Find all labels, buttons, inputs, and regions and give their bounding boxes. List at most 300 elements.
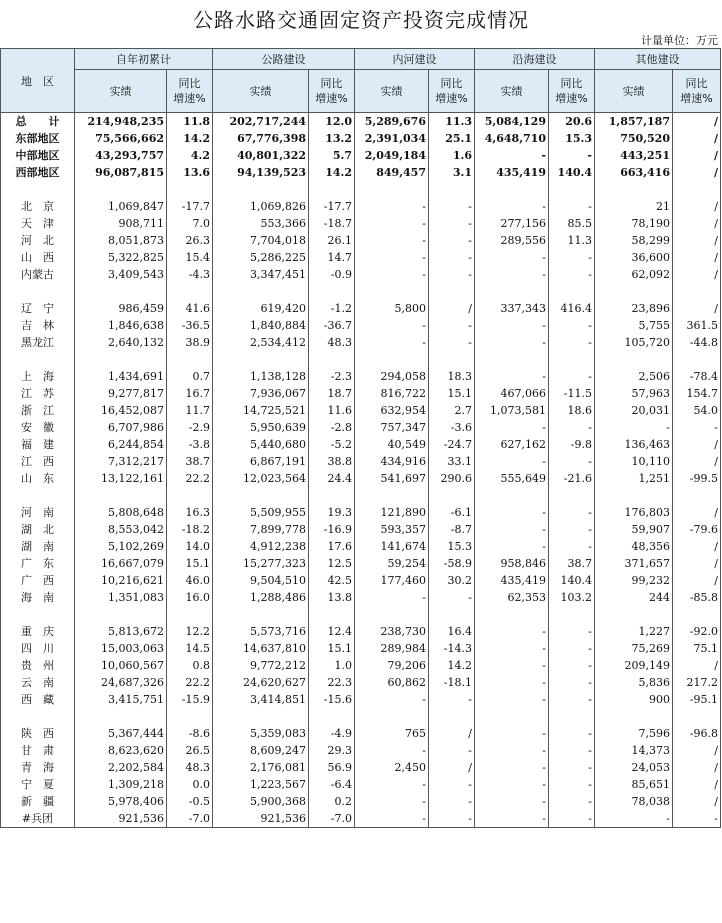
actual-value: 10,216,621 xyxy=(75,572,167,589)
growth-value: - xyxy=(549,742,595,759)
region-name: 广 西 xyxy=(1,572,75,589)
growth-value: -8.6 xyxy=(167,725,213,742)
growth-value: 12.2 xyxy=(167,623,213,640)
actual-value: 1,434,691 xyxy=(75,368,167,385)
growth-value: - xyxy=(549,623,595,640)
actual-value: 2,534,412 xyxy=(213,334,309,351)
actual-header: 实绩 xyxy=(355,70,429,113)
actual-value: 371,657 xyxy=(595,555,673,572)
region-name: 河 北 xyxy=(1,232,75,249)
growth-value: -4.9 xyxy=(309,725,355,742)
actual-value: 593,357 xyxy=(355,521,429,538)
actual-value: 7,704,018 xyxy=(213,232,309,249)
region-name: 新 疆 xyxy=(1,793,75,810)
region-name: 黑龙江 xyxy=(1,334,75,351)
actual-value: 9,277,817 xyxy=(75,385,167,402)
growth-value: 25.1 xyxy=(429,130,475,147)
group-header-other: 其他建设 xyxy=(595,49,721,70)
table-row xyxy=(1,147,721,164)
growth-value: 42.5 xyxy=(309,572,355,589)
growth-value: -78.4 xyxy=(673,368,721,385)
growth-value: / xyxy=(673,300,721,317)
actual-value: 289,556 xyxy=(475,232,549,249)
table-row xyxy=(1,674,721,691)
growth-value: 1.0 xyxy=(309,657,355,674)
growth-value: / xyxy=(673,657,721,674)
actual-value: 921,536 xyxy=(213,810,309,828)
growth-value: 26.1 xyxy=(309,232,355,249)
actual-value: 244 xyxy=(595,589,673,606)
actual-value: 2,450 xyxy=(355,759,429,776)
actual-value: - xyxy=(475,249,549,266)
growth-value: 38.8 xyxy=(309,453,355,470)
growth-value: / xyxy=(673,453,721,470)
growth-value: -8.7 xyxy=(429,521,475,538)
actual-value: 1,840,884 xyxy=(213,317,309,334)
actual-value: 5,289,676 xyxy=(355,113,429,131)
actual-value: - xyxy=(475,674,549,691)
actual-value: 7,596 xyxy=(595,725,673,742)
table-row xyxy=(1,232,721,249)
spacer-row xyxy=(1,606,721,623)
region-name: 广 东 xyxy=(1,555,75,572)
region-name: 天 津 xyxy=(1,215,75,232)
actual-value: 849,457 xyxy=(355,164,429,181)
actual-value: 435,419 xyxy=(475,164,549,181)
table-row xyxy=(1,266,721,283)
growth-value: / xyxy=(673,776,721,793)
actual-value: 443,251 xyxy=(595,147,673,164)
growth-value: 14.2 xyxy=(309,164,355,181)
actual-value: 5,800 xyxy=(355,300,429,317)
actual-value: 2,202,584 xyxy=(75,759,167,776)
table-row xyxy=(1,725,721,742)
growth-value: - xyxy=(429,334,475,351)
growth-value: 18.7 xyxy=(309,385,355,402)
growth-value: - xyxy=(429,776,475,793)
region-name: 贵 州 xyxy=(1,657,75,674)
growth-value: - xyxy=(549,453,595,470)
actual-value: - xyxy=(475,147,549,164)
actual-value: - xyxy=(475,810,549,828)
actual-value: 58,299 xyxy=(595,232,673,249)
growth-value: -3.6 xyxy=(429,419,475,436)
region-name: 内蒙古 xyxy=(1,266,75,283)
region-name: 江 西 xyxy=(1,453,75,470)
growth-value: 22.2 xyxy=(167,470,213,487)
actual-value: 6,707,986 xyxy=(75,419,167,436)
growth-value: - xyxy=(429,266,475,283)
actual-value: - xyxy=(475,691,549,708)
actual-value: 14,725,521 xyxy=(213,402,309,419)
actual-value: 10,110 xyxy=(595,453,673,470)
table-row xyxy=(1,589,721,606)
growth-value: 154.7 xyxy=(673,385,721,402)
growth-value: -3.8 xyxy=(167,436,213,453)
growth-value: 33.1 xyxy=(429,453,475,470)
actual-value: 921,536 xyxy=(75,810,167,828)
growth-value: - xyxy=(549,521,595,538)
actual-value: 1,227 xyxy=(595,623,673,640)
growth-value: 4.2 xyxy=(167,147,213,164)
table-row xyxy=(1,691,721,708)
table-row xyxy=(1,368,721,385)
actual-value: 13,122,161 xyxy=(75,470,167,487)
growth-value: - xyxy=(549,776,595,793)
actual-header: 实绩 xyxy=(213,70,309,113)
region-name: 浙 江 xyxy=(1,402,75,419)
report-title: 公路水路交通固定资产投资完成情况 xyxy=(193,8,529,32)
growth-value: -4.3 xyxy=(167,266,213,283)
growth-value: 14.2 xyxy=(429,657,475,674)
actual-value: 176,803 xyxy=(595,504,673,521)
actual-value: 555,649 xyxy=(475,470,549,487)
growth-value: -18.2 xyxy=(167,521,213,538)
growth-value: - xyxy=(549,810,595,828)
region-name: 河 南 xyxy=(1,504,75,521)
region-name: 东部地区 xyxy=(1,130,75,147)
growth-value: / xyxy=(673,164,721,181)
growth-value: -21.6 xyxy=(549,470,595,487)
growth-value: 14.0 xyxy=(167,538,213,555)
table-row xyxy=(1,776,721,793)
region-header: 地 区 xyxy=(1,49,75,113)
growth-value: -7.0 xyxy=(309,810,355,828)
actual-value: 5,978,406 xyxy=(75,793,167,810)
actual-value: - xyxy=(475,759,549,776)
actual-value: 289,984 xyxy=(355,640,429,657)
region-name: 吉 林 xyxy=(1,317,75,334)
table-row xyxy=(1,402,721,419)
actual-value: 816,722 xyxy=(355,385,429,402)
growth-value: - xyxy=(429,589,475,606)
growth-value: - xyxy=(549,334,595,351)
growth-value: - xyxy=(549,266,595,283)
actual-value: 663,416 xyxy=(595,164,673,181)
unit-label: 计量单位：万元 xyxy=(641,34,718,47)
actual-value: 85,651 xyxy=(595,776,673,793)
growth-value: 13.6 xyxy=(167,164,213,181)
growth-value: 140.4 xyxy=(549,164,595,181)
growth-value: -95.1 xyxy=(673,691,721,708)
growth-value: 14.7 xyxy=(309,249,355,266)
actual-header: 实绩 xyxy=(75,70,167,113)
growth-value: -99.5 xyxy=(673,470,721,487)
spacer-row xyxy=(1,181,721,198)
growth-value: 15.3 xyxy=(549,130,595,147)
actual-value: 294,058 xyxy=(355,368,429,385)
growth-value: 17.6 xyxy=(309,538,355,555)
growth-value: 75.1 xyxy=(673,640,721,657)
growth-value: - xyxy=(549,368,595,385)
actual-value: 24,053 xyxy=(595,759,673,776)
actual-value: - xyxy=(475,725,549,742)
growth-value: 16.3 xyxy=(167,504,213,521)
growth-value: -96.8 xyxy=(673,725,721,742)
actual-value: 1,857,187 xyxy=(595,113,673,131)
actual-value: 238,730 xyxy=(355,623,429,640)
actual-value: 57,963 xyxy=(595,385,673,402)
region-name: 福 建 xyxy=(1,436,75,453)
region-name: 辽 宁 xyxy=(1,300,75,317)
table-row xyxy=(1,640,721,657)
actual-value: 16,667,079 xyxy=(75,555,167,572)
growth-value: -16.9 xyxy=(309,521,355,538)
region-name: 陕 西 xyxy=(1,725,75,742)
actual-value: 2,640,132 xyxy=(75,334,167,351)
table-row xyxy=(1,810,721,828)
growth-value: 11.3 xyxy=(429,113,475,131)
actual-value: 5,573,716 xyxy=(213,623,309,640)
region-name: #兵团 xyxy=(1,810,75,828)
growth-value: 1.6 xyxy=(429,147,475,164)
actual-value: 2,176,081 xyxy=(213,759,309,776)
actual-value: - xyxy=(355,793,429,810)
actual-value: 12,023,564 xyxy=(213,470,309,487)
actual-value: - xyxy=(475,334,549,351)
growth-value: -92.0 xyxy=(673,623,721,640)
growth-value: 16.4 xyxy=(429,623,475,640)
actual-value: 2,049,184 xyxy=(355,147,429,164)
actual-value: 9,772,212 xyxy=(213,657,309,674)
growth-value: / xyxy=(673,538,721,555)
growth-value: - xyxy=(549,657,595,674)
growth-value: 16.7 xyxy=(167,385,213,402)
actual-value: 1,846,638 xyxy=(75,317,167,334)
actual-value: 1,069,826 xyxy=(213,198,309,215)
actual-value: 5,322,825 xyxy=(75,249,167,266)
actual-value: 209,149 xyxy=(595,657,673,674)
growth-value: 48.3 xyxy=(309,334,355,351)
region-name: 湖 南 xyxy=(1,538,75,555)
actual-value: 6,244,854 xyxy=(75,436,167,453)
growth-header: 同比 增速% xyxy=(429,70,475,113)
growth-value: - xyxy=(429,810,475,828)
region-name: 山 西 xyxy=(1,249,75,266)
actual-value: 67,776,398 xyxy=(213,130,309,147)
table-row xyxy=(1,113,721,131)
growth-value: -24.7 xyxy=(429,436,475,453)
actual-value: - xyxy=(355,266,429,283)
actual-value: - xyxy=(355,198,429,215)
growth-value: / xyxy=(673,249,721,266)
actual-value: 20,031 xyxy=(595,402,673,419)
growth-value: -36.5 xyxy=(167,317,213,334)
actual-value: - xyxy=(355,589,429,606)
growth-value: 48.3 xyxy=(167,759,213,776)
actual-value: 24,620,627 xyxy=(213,674,309,691)
region-name: 湖 北 xyxy=(1,521,75,538)
table-row xyxy=(1,555,721,572)
actual-value: 5,440,680 xyxy=(213,436,309,453)
actual-value: 337,343 xyxy=(475,300,549,317)
actual-value: 5,102,269 xyxy=(75,538,167,555)
table-row xyxy=(1,572,721,589)
actual-value: 958,846 xyxy=(475,555,549,572)
actual-value: 757,347 xyxy=(355,419,429,436)
growth-value: -11.5 xyxy=(549,385,595,402)
actual-value: 8,609,247 xyxy=(213,742,309,759)
actual-value: 14,637,810 xyxy=(213,640,309,657)
investment-table xyxy=(0,48,721,828)
actual-value: - xyxy=(355,317,429,334)
table-row xyxy=(1,538,721,555)
actual-value: 5,509,955 xyxy=(213,504,309,521)
region-name: 安 徽 xyxy=(1,419,75,436)
growth-value: - xyxy=(429,232,475,249)
growth-value: -2.3 xyxy=(309,368,355,385)
actual-value: 16,452,087 xyxy=(75,402,167,419)
growth-value: 18.3 xyxy=(429,368,475,385)
table-row xyxy=(1,793,721,810)
growth-value: -36.7 xyxy=(309,317,355,334)
growth-value: 11.6 xyxy=(309,402,355,419)
growth-value: / xyxy=(673,215,721,232)
actual-value: 5,367,444 xyxy=(75,725,167,742)
region-name: 海 南 xyxy=(1,589,75,606)
actual-value: 202,717,244 xyxy=(213,113,309,131)
table-row xyxy=(1,164,721,181)
growth-value: 0.7 xyxy=(167,368,213,385)
growth-value: / xyxy=(673,232,721,249)
actual-value: 900 xyxy=(595,691,673,708)
actual-value: 627,162 xyxy=(475,436,549,453)
growth-value: - xyxy=(429,691,475,708)
table-body xyxy=(1,113,721,828)
actual-value: - xyxy=(355,810,429,828)
growth-value: -14.3 xyxy=(429,640,475,657)
growth-value: -85.8 xyxy=(673,589,721,606)
table-row xyxy=(1,657,721,674)
growth-value: 140.4 xyxy=(549,572,595,589)
actual-value: 121,890 xyxy=(355,504,429,521)
growth-value: - xyxy=(673,419,721,436)
actual-value: 3,409,543 xyxy=(75,266,167,283)
actual-value: - xyxy=(355,742,429,759)
growth-value: - xyxy=(429,793,475,810)
actual-value: 908,711 xyxy=(75,215,167,232)
table-row xyxy=(1,215,721,232)
table-row xyxy=(1,317,721,334)
actual-value: 36,600 xyxy=(595,249,673,266)
group-header-cumulative: 自年初累计 xyxy=(75,49,213,70)
growth-value: - xyxy=(429,215,475,232)
growth-value: / xyxy=(673,436,721,453)
growth-value: - xyxy=(429,198,475,215)
actual-value: - xyxy=(355,691,429,708)
actual-value: 43,293,757 xyxy=(75,147,167,164)
growth-value: 38.7 xyxy=(167,453,213,470)
actual-value: - xyxy=(475,657,549,674)
actual-value: 105,720 xyxy=(595,334,673,351)
growth-value: - xyxy=(549,674,595,691)
growth-value: - xyxy=(549,640,595,657)
actual-value: 9,504,510 xyxy=(213,572,309,589)
spacer-row xyxy=(1,708,721,725)
actual-value: 277,156 xyxy=(475,215,549,232)
actual-value: 75,566,662 xyxy=(75,130,167,147)
growth-value: 12.4 xyxy=(309,623,355,640)
actual-value: 1,288,486 xyxy=(213,589,309,606)
growth-value: 15.1 xyxy=(167,555,213,572)
actual-value: - xyxy=(475,538,549,555)
actual-value: 21 xyxy=(595,198,673,215)
growth-value: 15.1 xyxy=(429,385,475,402)
table-row xyxy=(1,504,721,521)
actual-value: 986,459 xyxy=(75,300,167,317)
actual-value: 8,051,873 xyxy=(75,232,167,249)
group-header-highway: 公路建设 xyxy=(213,49,355,70)
actual-value: 541,697 xyxy=(355,470,429,487)
growth-value: 14.2 xyxy=(167,130,213,147)
actual-value: 10,060,567 xyxy=(75,657,167,674)
actual-value: 7,936,067 xyxy=(213,385,309,402)
actual-value: 553,366 xyxy=(213,215,309,232)
actual-value: 5,900,368 xyxy=(213,793,309,810)
actual-value: 24,687,326 xyxy=(75,674,167,691)
region-name: 四 川 xyxy=(1,640,75,657)
growth-value: - xyxy=(549,725,595,742)
actual-value: 5,755 xyxy=(595,317,673,334)
growth-value: -15.6 xyxy=(309,691,355,708)
growth-value: - xyxy=(673,810,721,828)
table-row xyxy=(1,759,721,776)
actual-value: 6,867,191 xyxy=(213,453,309,470)
growth-value: / xyxy=(673,113,721,131)
actual-value: 5,286,225 xyxy=(213,249,309,266)
growth-value: 26.3 xyxy=(167,232,213,249)
actual-value: - xyxy=(355,334,429,351)
actual-value: 5,808,648 xyxy=(75,504,167,521)
growth-value: - xyxy=(429,742,475,759)
actual-value: 7,312,217 xyxy=(75,453,167,470)
actual-value: 78,038 xyxy=(595,793,673,810)
actual-value: 48,356 xyxy=(595,538,673,555)
actual-value: 4,912,238 xyxy=(213,538,309,555)
region-name: 西 藏 xyxy=(1,691,75,708)
actual-value: 3,414,851 xyxy=(213,691,309,708)
growth-value: -15.9 xyxy=(167,691,213,708)
growth-value: 46.0 xyxy=(167,572,213,589)
growth-value: 7.0 xyxy=(167,215,213,232)
growth-value: 5.7 xyxy=(309,147,355,164)
growth-value: 290.6 xyxy=(429,470,475,487)
table-header xyxy=(1,49,721,113)
growth-value: 56.9 xyxy=(309,759,355,776)
region-name: 总 计 xyxy=(1,113,75,131)
region-name: 上 海 xyxy=(1,368,75,385)
actual-value: 1,309,218 xyxy=(75,776,167,793)
actual-value: 3,415,751 xyxy=(75,691,167,708)
actual-value: 59,907 xyxy=(595,521,673,538)
actual-value: 40,801,322 xyxy=(213,147,309,164)
actual-value: 62,092 xyxy=(595,266,673,283)
spacer-row xyxy=(1,487,721,504)
growth-value: 3.1 xyxy=(429,164,475,181)
actual-value: 435,419 xyxy=(475,572,549,589)
actual-value: 5,836 xyxy=(595,674,673,691)
growth-value: -9.8 xyxy=(549,436,595,453)
growth-value: 0.0 xyxy=(167,776,213,793)
table-row xyxy=(1,130,721,147)
actual-value: 632,954 xyxy=(355,402,429,419)
growth-value: 13.8 xyxy=(309,589,355,606)
actual-value: - xyxy=(475,368,549,385)
actual-value: 4,648,710 xyxy=(475,130,549,147)
actual-value: 141,674 xyxy=(355,538,429,555)
growth-value: 26.5 xyxy=(167,742,213,759)
growth-value: - xyxy=(549,249,595,266)
